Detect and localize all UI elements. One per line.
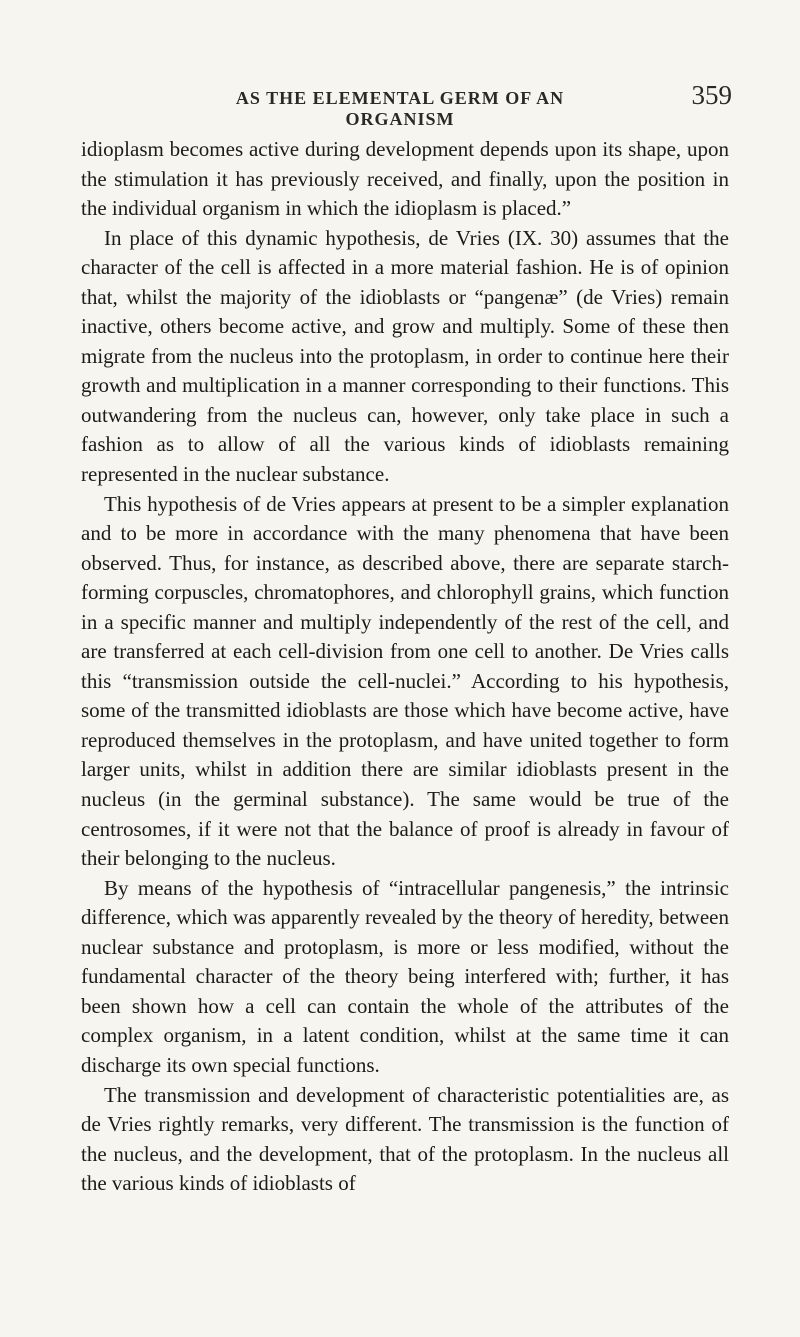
running-title: AS THE ELEMENTAL GERM OF AN ORGANISM bbox=[235, 88, 565, 129]
paragraph-2: In place of this dynamic hypothesis, de Vries (IX. 30) assumes that the character of the cell is affected in a more material fashion. He is of opinion that, whilst the majority of the idioblasts or “pangenæ” (de Vries) remain inactive, others become active, and grow and multiply. Some of these then migrate from the nucleus into the protoplasm, in order to continue here their growth and multiplication in a manner corresponding to their functions. This outwandering from the nucleus can, however, only take place in such a fashion as to allow of all the various kinds of idioblasts remaining represented in the nuclear substance. bbox=[81, 225, 729, 487]
page-number: 359 bbox=[691, 80, 732, 110]
body-text bbox=[81, 135, 729, 1199]
paragraph-4: By means of the hypothesis of “intracellular pangenesis,” the intrinsic difference, which was apparently revealed by the theory of heredity, between nuclear substance and protoplasm, is more or less modified, without the fundamental character of the theory being interfered with; further, it has been shown how a cell can contain the whole of the attributes of the complex organism, in a latent condition, whilst at the same time it can discharge its own special functions. bbox=[81, 875, 729, 1077]
paragraph-3: This hypothesis of de Vries appears at present to be a simpler explanation and to be more in accordance with the many phenomena that have been observed. Thus, for instance, as described above, there are separate starch-forming corpuscles, chromatophores, and chlorophyll grains, which function in a specific manner and multiply independently of the rest of the cell, and are transferred at each cell-division from one cell to another. De Vries calls this “transmission outside the cell-nuclei.” According to his hypothesis, some of the transmitted idioblasts are those which have become active, have reproduced themselves in the protoplasm, and have united together to form larger units, whilst in addition there are similar idioblasts present in the nucleus (in the germinal substance). The same would be true of the centrosomes, if it were not that the balance of proof is already in favour of their belonging to the nucleus. bbox=[81, 491, 729, 871]
paragraph-5: The transmission and development of characteristic potentialities are, as de Vries rightly remarks, very different. The transmission is the function of the nucleus, and the development, that of the protoplasm. In the nucleus all the various kinds of idioblasts of bbox=[81, 1082, 729, 1196]
paragraph-1: idioplasm becomes active during development depends upon its shape, upon the stimulation it has previously received, and finally, upon the position in the individual organism in which the idioplasm is placed.” bbox=[81, 137, 729, 221]
